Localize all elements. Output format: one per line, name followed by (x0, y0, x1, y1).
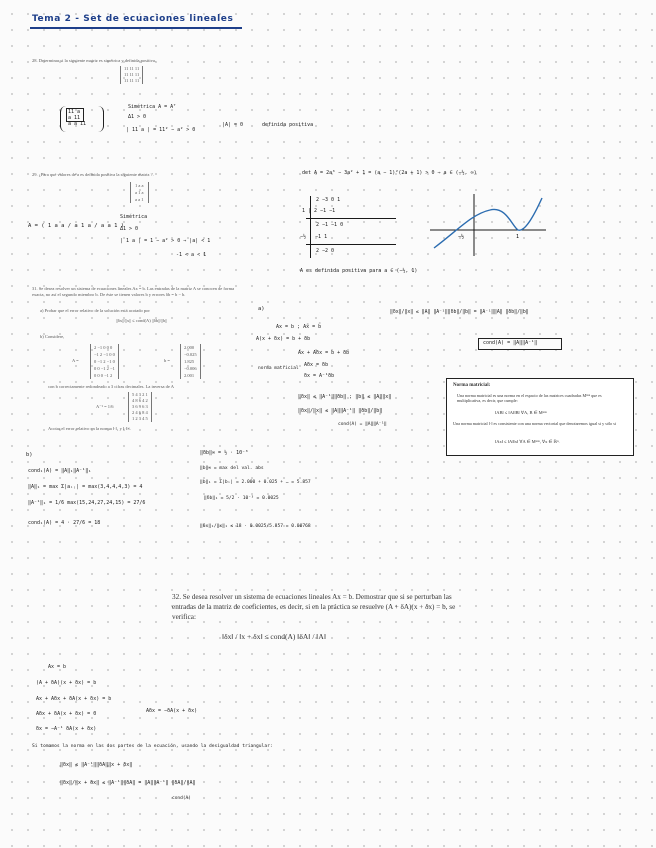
note-body2: Una norma matricial ‖·‖ es consistente con una norma vectorial que denotaremos igual si y sólo si (453, 421, 617, 426)
p31-a-text: a) Probar que el error relativo de la solución está acotado por (40, 308, 150, 313)
p31-work-b-4: cond₁(A) = 4 · 27/6 = 18 (28, 520, 101, 526)
note-formula: ‖AB‖ ≤ ‖A‖‖B‖ ∀A, B ∈ Mⁿˣⁿ (495, 410, 547, 415)
p31-A-matrix: 2 −1 0 0 0 −1 2 −1 0 0 0 −1 2 −1 0 0 0 −1 2 −1 0 0 0 −1 2 (90, 344, 119, 379)
p31-work-b-r2: ‖b‖∞ = max del val. abs (200, 466, 264, 471)
p29-simetrica: Simétrica (120, 214, 148, 220)
p31-work-b-label: b) (26, 452, 33, 458)
ruffini-hline-2 (306, 244, 396, 245)
p32-work-1: Ax = b (48, 664, 67, 670)
p32-tomando: Si tomamos la norma en las dos partes de la ecuación, usando la desigualdad triangular: (32, 744, 273, 749)
p31-inv-matrix: 5 4 3 2 1 4 8 6 4 2 3 6 9 6 3 2 4 6 8 4 1 2 3 4 5 (128, 392, 152, 422)
p28-concl1: |A| = 0 (222, 122, 244, 128)
p31-work-a-4: Aδx = δb (304, 362, 329, 368)
p31-work-b-3: ‖A⁻¹‖₁ = 1/6 max(15,24,27,24,15) = 27/6 (28, 500, 146, 506)
p31-work-a-1: Ax = b ; Ax̃ = b̃ (276, 324, 322, 330)
ruffini-row-5: 2 −2 0 (316, 248, 335, 254)
p28-concl2: definida positiva (262, 122, 314, 128)
p31-work-b-r3: ‖b‖₁ = Σ|bᵢ| = 2.000 + 0.025 + … = 5.857 (200, 480, 311, 485)
p32-work-4: Aδx + δA(x + δx) = 0 (36, 711, 97, 717)
p32-side-note: Aδx = −δA(x + δx) (146, 708, 198, 714)
p32-formula: ‖δx‖ / ‖x + δx‖ ≤ cond(A) ‖δA‖ / ‖A‖ (222, 632, 326, 641)
p31-work-b-r5: ‖δx‖₁/‖x‖₁ ≤ 18 · 0.0025/5.857 = 0.00768 (200, 524, 311, 529)
p28-hand-entries: 11 a a 11 a a 11 (68, 109, 87, 127)
p29-a-def: A = ( 1 a a / a 1 a / a a 1 ) (28, 223, 125, 229)
note-formula2: ‖Ax‖ ≤ ‖A‖‖x‖ ∀A ∈ Mⁿˣⁿ, ∀x ∈ ℝⁿ. (495, 439, 560, 444)
p31-cond-box: cond(A) = ‖A‖‖A⁻¹‖ (478, 338, 562, 350)
plot-label-neg-half: −½ (458, 234, 465, 240)
ruffini-row-4: −½ | −1 1 (300, 234, 328, 240)
p31-cond-def: cond(A) = ‖A‖‖A⁻¹‖ (338, 422, 387, 427)
p29-d1: Δ1 > 0 (120, 226, 139, 232)
p31-b-label: b = (164, 358, 170, 363)
ruffini-row-1: 2 −3 0 1 (316, 197, 341, 203)
p31-work-b-r1: ‖δb‖∞ = ½ · 10⁻³ (200, 450, 249, 456)
ruffini-row-2: 1 | 2 −1 −1 (302, 208, 336, 214)
p31-ineq3: ‖δx‖/‖x‖ ≤ ‖A‖ ‖A⁻¹‖‖δb‖/‖b‖ = ‖A⁻¹‖‖A‖ ‖δb‖/‖b‖ (390, 310, 529, 315)
p28-delta: Δ1 > 0 (128, 114, 147, 120)
title-underline (30, 27, 242, 29)
page-title: Tema 2 - Set de ecuaciones lineales (32, 14, 234, 24)
p32-final1: ‖δx‖ ≤ ‖A⁻¹‖‖δA‖‖x + δx‖ (60, 762, 133, 768)
p29-d3: -1 < a < 1 (176, 252, 207, 258)
p28-simetrica: Simétrica A = Aᵀ (128, 104, 177, 110)
ruffini-hline-1 (306, 218, 396, 219)
p31-acotar: Acotar el error relativo en la norma ‖·‖₁ y ‖·‖∞. (48, 426, 132, 431)
p28-det: | 11 a | = 11² − a² > 0 (126, 127, 196, 133)
p29-statement: 29. ¿Para qué valores de a es definida positiva la siguiente matriz ?. (32, 172, 154, 177)
plot-label-one: 1 (516, 234, 520, 240)
p31-b-text: b) Considere, (40, 334, 65, 339)
p32-statement: 32. Se desea resolver un sistema de ecuaciones lineales Ax = b. Demostrar que si se perturban las entradas de la matriz de coeficientes, es decir, si en la práctica se resuelve (A + δA)(x + δx) = b, se verifica: (172, 593, 456, 621)
ruffini-row-3: 2 −1 −1 0 (316, 222, 344, 228)
p29-matrix: 1 a a a 1 a a a 1 (130, 182, 149, 203)
p31-b-vector: 2.000 −0.025 1.825 −0.006 2.001 (180, 344, 201, 379)
p29-d2: | 1 a | = 1 − a² > 0 ⇒ |a| < 1 (120, 238, 211, 244)
p31-norm-note: norma matricial (258, 366, 299, 371)
p28-statement: 28. Determinar si la siguiente matriz es simétrica y definida positiva. (32, 58, 156, 63)
p31-work-a-3: Ax + Aδx = b + δb (298, 350, 350, 356)
p31-work-a-5: δx = A⁻¹δb (304, 373, 335, 379)
p31-inv-label: A⁻¹ = 1/6 (96, 404, 114, 409)
p29-conclusion: A es definida positiva para a ∈ (−½, 1) (300, 268, 418, 274)
p31-ineq2: ‖δx‖/‖x‖ ≤ ‖A‖‖A⁻¹‖ ‖δb‖/‖b‖ (298, 408, 383, 414)
p32-work-3: Ax + Aδx + δA(x + δx) = b (36, 696, 112, 702)
p31-ineq1: ‖δx‖ ≤ ‖A⁻¹‖‖δb‖ ; ‖b‖ ≤ ‖A‖‖x‖ (298, 394, 392, 400)
p31-b-note: con b correctamente redondeado a 3 cifras decimales. La inversa de A (48, 384, 174, 389)
p31-work-a-2: A(x + δx) = b + δb (256, 336, 311, 342)
p32-work-2: (A + δA)(x + δx) = b (36, 680, 97, 686)
ruffini-vline (310, 196, 311, 258)
p31-a-formula: ||δx||/||x|| ≤ cond(A) ||δb||/||b|| (116, 318, 167, 323)
p29-sketch-plot (428, 190, 548, 258)
plot-curve (434, 198, 542, 248)
p31-work-b-2: ‖A‖₁ = max Σ|aᵢⱼ| = max(3,4,4,4,3) = 4 (28, 484, 143, 490)
p31-statement: 31. Se desea resolver un sistema de ecuaciones lineales Ax = b. Las entradas de la matriz A se conocen de forma exacta, no así el segundo miembro b. De éste se tienen valores b y errores δb = b − b. (32, 286, 235, 297)
p31-work-b-1: cond₁(A) = ‖A‖₁‖A⁻¹‖₁ (28, 468, 92, 474)
note-title: Norma matricial: (453, 383, 491, 388)
p29-det: det A = 2a³ − 3a² + 1 = (a − 1)²(2a + 1) > 0 ⇒ a ∈ (−½, ∞) (302, 170, 477, 176)
norma-matricial-note (446, 378, 634, 456)
p28-matrix: 11 11 11 11 11 11 11 11 11 (120, 66, 143, 84)
p31-A-label: A = (72, 358, 79, 363)
note-body: Una norma matricial es una norma en el espacio de las matrices cuadradas Mⁿˣⁿ que es multiplicativa, es decir, que cumple: (457, 393, 602, 403)
p31-work-a-label: a) (258, 306, 265, 312)
p32-work-5: δx = −A⁻¹ δA(x + δx) (36, 726, 97, 732)
p32-cond-label: cond(A) (172, 796, 191, 801)
p31-work-b-r4: ‖δb‖₁ = 5/2 · 10⁻³ = 0.0025 (204, 496, 279, 501)
p32-final2: ‖δx‖/‖x + δx‖ ≤ ‖A⁻¹‖‖δA‖ = ‖A‖‖A⁻¹‖ ‖δA‖/‖A‖ (60, 780, 196, 786)
